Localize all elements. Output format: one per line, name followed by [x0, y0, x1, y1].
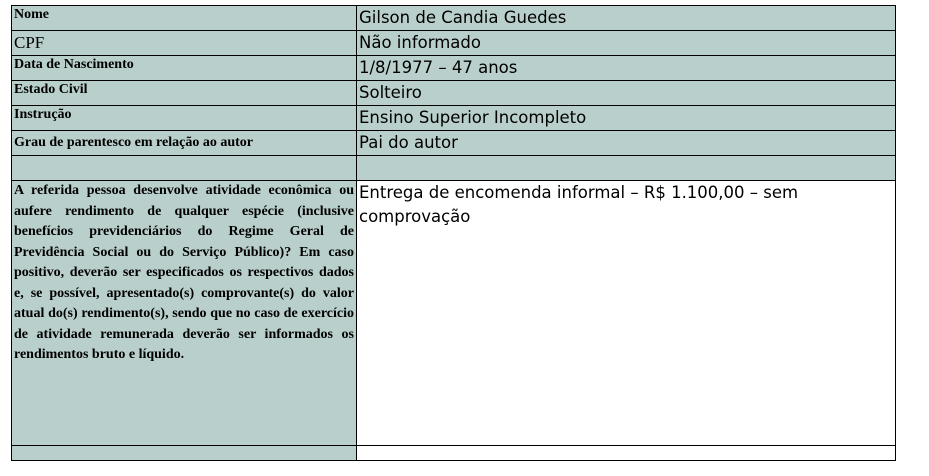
value-nome: Gilson de Candia Guedes: [357, 6, 896, 31]
label-cpf: CPF: [12, 31, 357, 56]
next-cell-right: [357, 446, 896, 461]
value-instrucao: Ensino Superior Incompleto: [357, 106, 896, 131]
row-instrucao: [12, 106, 896, 131]
value-estado-civil: Solteiro: [357, 81, 896, 106]
next-cell-left: [12, 446, 357, 461]
label-data-nascimento: Data de Nascimento: [12, 56, 357, 81]
income-answer: Entrega de encomenda informal – R$ 1.100,00 – sem comprovação: [357, 181, 896, 446]
row-nome: [12, 6, 896, 31]
row-estado-civil: [12, 81, 896, 106]
row-income: [12, 181, 896, 446]
person-info-table: [11, 5, 896, 461]
label-grau-parentesco: Grau de parentesco em relação ao autor: [12, 131, 357, 156]
row-data-nascimento: [12, 56, 896, 81]
income-question: A referida pessoa desenvolve atividade econômica ou aufere rendimento de qualquer espécie (inclusive benefícios previdenciários do Regime Geral de Previdência Social ou do Serviço Público)? Em caso positivo, deverão ser especificados os respectivos dados e, se possível, apresentado(s) comprovante(s) do valor atual do(s) rendimento(s), sendo que no caso de exercício de atividade remunerada deverão ser informados os rendimentos bruto e líquido.: [12, 181, 357, 446]
blank-cell-left: [12, 156, 357, 181]
row-grau-parentesco: [12, 131, 896, 156]
blank-cell-right: [357, 156, 896, 181]
row-blank: [12, 156, 896, 181]
label-instrucao: Instrução: [12, 106, 357, 131]
value-grau-parentesco: Pai do autor: [357, 131, 896, 156]
value-data-nascimento: 1/8/1977 – 47 anos: [357, 56, 896, 81]
label-estado-civil: Estado Civil: [12, 81, 357, 106]
row-cpf: [12, 31, 896, 56]
row-next: [12, 446, 896, 461]
label-nome: Nome: [12, 6, 357, 31]
value-cpf: Não informado: [357, 31, 896, 56]
